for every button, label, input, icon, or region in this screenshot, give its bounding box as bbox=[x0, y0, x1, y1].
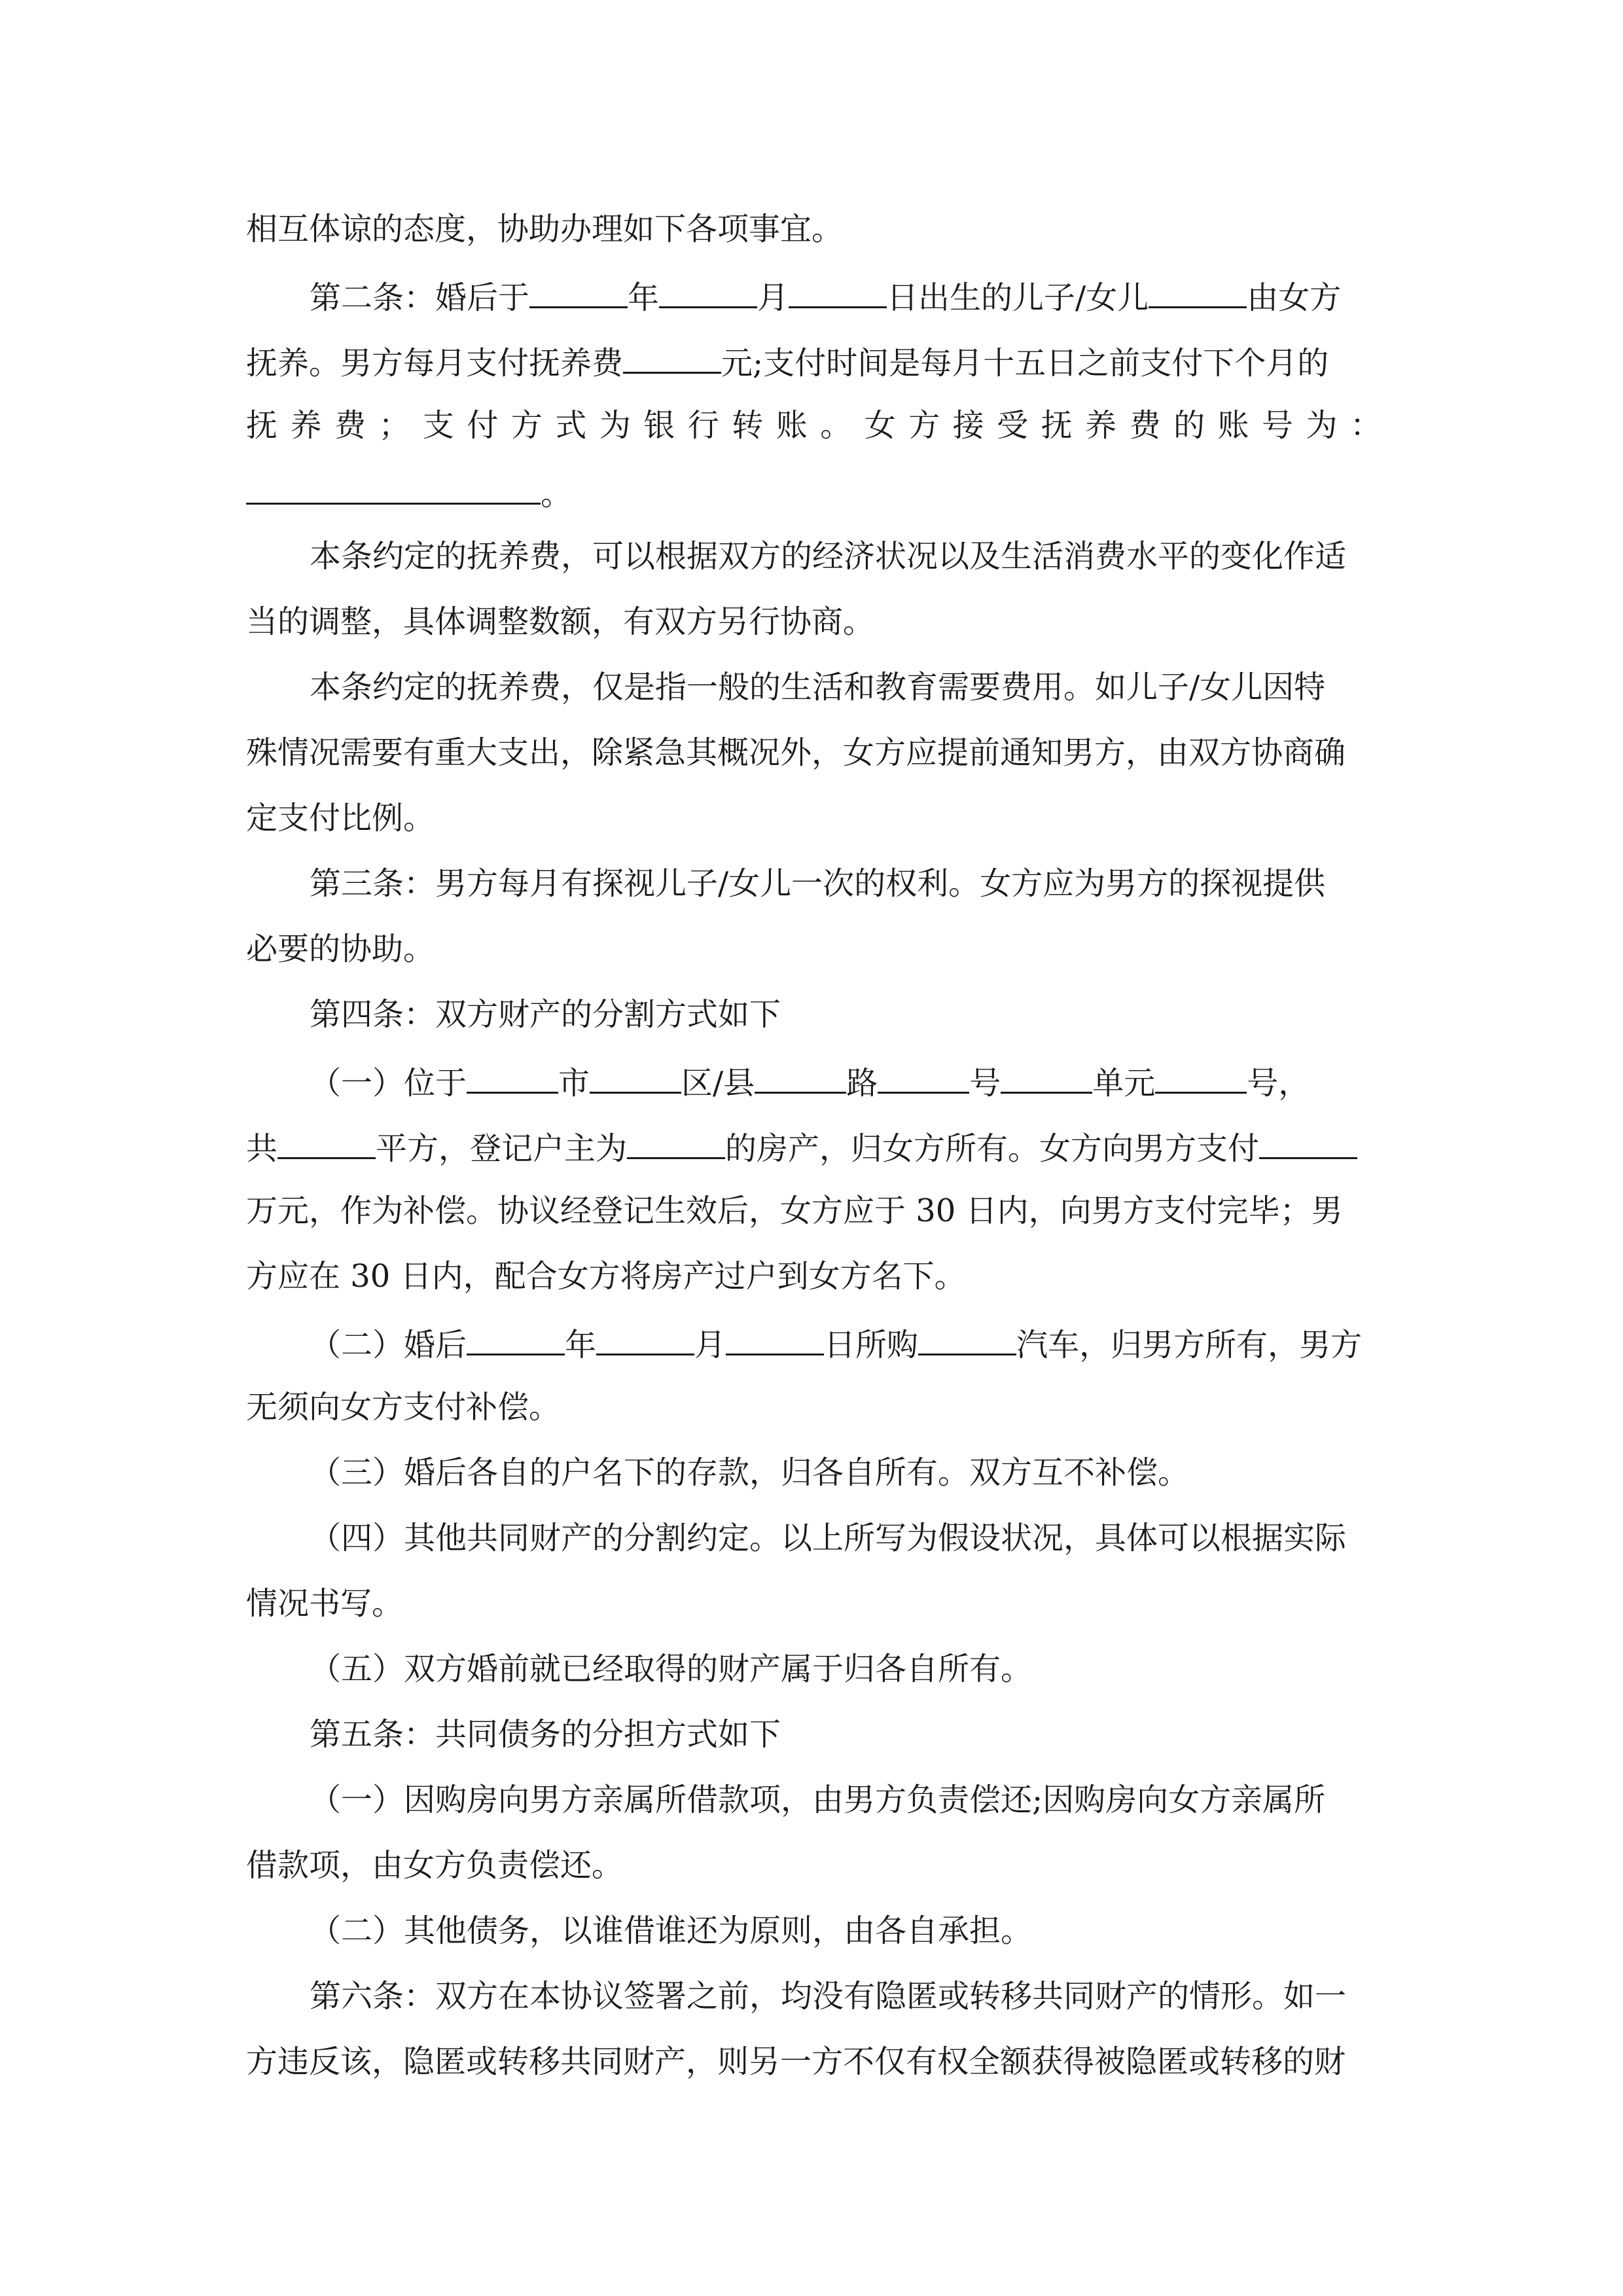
paragraph-line: 第六条：双方在本协议签署之前，均没有隐匿或转移共同财产的情形。如一 bbox=[310, 1978, 1347, 2015]
blank-field[interactable] bbox=[590, 1059, 681, 1094]
clause-2-line-4: 。 bbox=[246, 470, 1382, 512]
blank-field[interactable] bbox=[467, 1059, 558, 1094]
blank-field[interactable] bbox=[1155, 1059, 1247, 1094]
paragraph-line: 必要的协助。 bbox=[246, 931, 435, 967]
clause-4-2-line-1: （二）婚后 年 月 日所购 汽车，归男方所有，男方 bbox=[310, 1321, 1383, 1363]
blank-field[interactable] bbox=[529, 274, 628, 308]
paragraph-line: （四）其他共同财产的分割约定。以上所写为假设状况，具体可以根据实际 bbox=[310, 1520, 1347, 1556]
paragraph-line: 相互体谅的态度，协助办理如下各项事宜。 bbox=[246, 211, 844, 247]
paragraph-line: 本条约定的抚养费，仅是指一般的生活和教育需要费用。如儿子/女儿因特 bbox=[310, 669, 1326, 706]
blank-field[interactable] bbox=[1259, 1124, 1357, 1159]
blank-field[interactable] bbox=[755, 1059, 846, 1094]
clause-4-1-line-4: 方应在 30 日内，配合女方将房产过户到女方名下。 bbox=[246, 1258, 966, 1295]
blank-field[interactable] bbox=[1149, 274, 1247, 308]
paragraph-line: 第三条：男方每月有探视儿子/女儿一次的权利。女方应为男方的探视提供 bbox=[310, 865, 1326, 902]
clause-4-1-line-3: 万元，作为补偿。协议经登记生效后，女方应于 30 日内，向男方支付完毕；男 bbox=[246, 1193, 1343, 1229]
paragraph-line: 殊情况需要有重大支出，除紧急其概况外，女方应提前通知男方，由双方协商确 bbox=[246, 734, 1346, 771]
clause-2-line-2: 抚养。男方每月支付抚养费 元;支付时间是每月十五日之前支付下个月的 bbox=[246, 339, 1382, 381]
paragraph-line: （三）婚后各自的户名下的存款，归各自所有。双方互不补偿。 bbox=[310, 1454, 1190, 1491]
blank-field[interactable] bbox=[789, 274, 887, 308]
paragraph-line: （二）其他债务，以谁借谁还为原则，由各自承担。 bbox=[310, 1912, 1033, 1949]
blank-field[interactable] bbox=[627, 1124, 725, 1159]
clause-2-line-3: 抚养费；支付方式为银行转账。女方接受抚养费的账号为： bbox=[246, 407, 1382, 444]
paragraph-line: 借款项，由女方负责偿还。 bbox=[246, 1847, 624, 1884]
paragraph-line: （一）因购房向男方亲属所借款项，由男方负责偿还;因购房向女方亲属所 bbox=[310, 1782, 1326, 1818]
blank-field[interactable] bbox=[878, 1059, 969, 1094]
blank-field[interactable] bbox=[659, 274, 757, 308]
blank-field[interactable] bbox=[918, 1321, 1016, 1355]
clause-4-2-line-2: 无须向女方支付补偿。 bbox=[246, 1389, 561, 1426]
paragraph-line: 第五条：共同债务的分担方式如下 bbox=[310, 1716, 781, 1753]
account-blank-field[interactable] bbox=[246, 470, 541, 505]
blank-field[interactable] bbox=[1001, 1059, 1092, 1094]
paragraph-line: （五）双方婚前就已经取得的财产属于归各自所有。 bbox=[310, 1651, 1033, 1687]
paragraph-line: 第四条：双方财产的分割方式如下 bbox=[310, 996, 781, 1033]
blank-field[interactable] bbox=[726, 1321, 824, 1355]
paragraph-line: 情况书写。 bbox=[246, 1585, 404, 1622]
blank-field[interactable] bbox=[467, 1321, 565, 1355]
paragraph-line: 当的调整，具体调整数额，有双方另行协商。 bbox=[246, 603, 875, 640]
clause-4-1-line-2: 共 平方，登记户主为 的房产，归女方所有。女方向男方支付 bbox=[246, 1124, 1382, 1166]
clause-2-line-1: 第二条：婚后于 年 月 日出生的儿子/女儿 由女方 bbox=[310, 274, 1383, 315]
paragraph-line: 定支付比例。 bbox=[246, 800, 435, 836]
blank-field[interactable] bbox=[596, 1321, 694, 1355]
paragraph-line: 本条约定的抚养费，可以根据双方的经济状况以及生活消费水平的变化作适 bbox=[310, 538, 1347, 575]
paragraph-line: 方违反该，隐匿或转移共同财产，则另一方不仅有权全额获得被隐匿或转移的财 bbox=[246, 2043, 1346, 2080]
blank-field[interactable] bbox=[623, 339, 721, 374]
clause-4-1-line-1: （一）位于 市 区/县 路 号 单元 号， bbox=[310, 1059, 1383, 1101]
blank-field[interactable] bbox=[277, 1124, 376, 1159]
